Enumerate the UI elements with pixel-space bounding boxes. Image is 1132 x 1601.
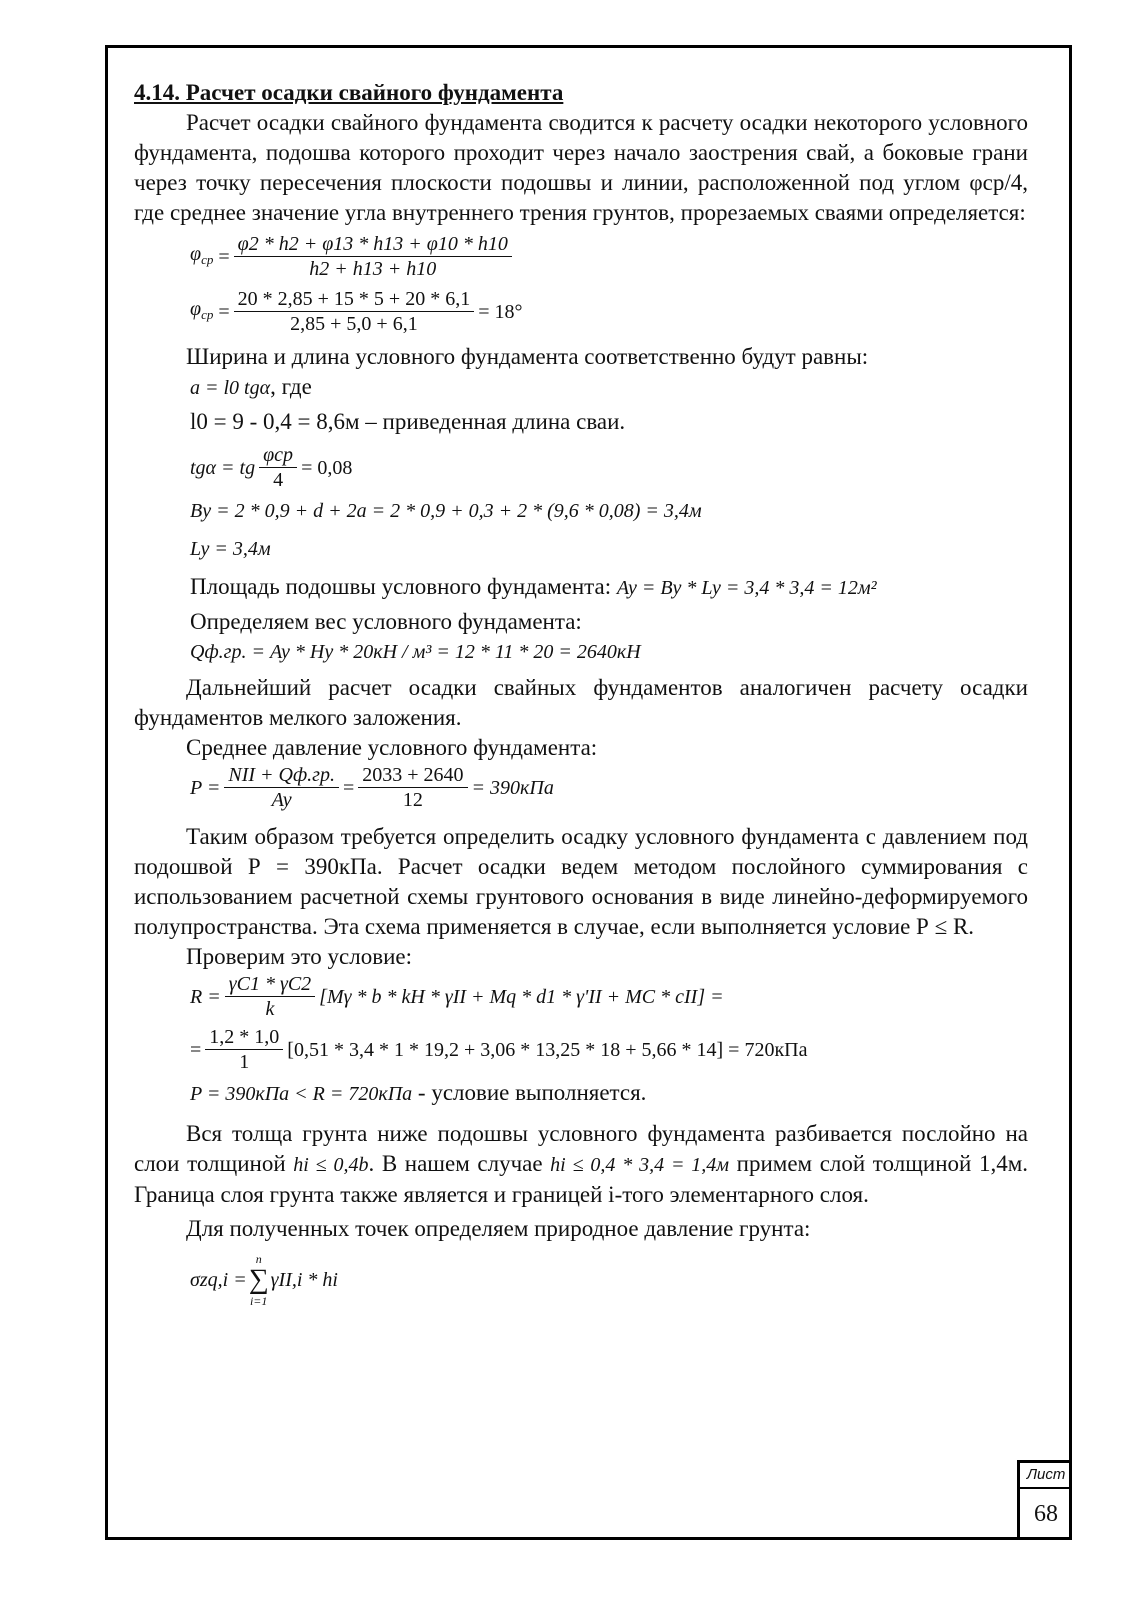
formula-a-tail: , где — [270, 374, 312, 399]
section-heading: 4.14. Расчет осадки свайного фундамента — [134, 80, 564, 105]
paragraph-area — [190, 572, 1028, 603]
formula-r2-tail: [0,51 * 3,4 * 1 * 19,2 + 3,06 * 13,25 * 18 + 5,66 * 14] = 720кПа — [287, 1038, 808, 1061]
formula-tg — [190, 443, 1028, 492]
formula-p-lhs: P = — [190, 776, 221, 799]
formula-ly: Ly = 3,4м — [190, 538, 271, 560]
formula-weight: Qф.гр. = Ay * Hy * 20кН / м³ = 12 * 11 * 20 = 2640кН — [190, 641, 641, 663]
formula-phi-general: $\varphi_{ср}$ = $\frac{\varphi 2 * h2 + \varphi 13 * h13 + \varphi 10 * h10}{h2 + h13 + h10}$ — [190, 232, 1028, 281]
fraction-denominator: h2 + h13 + h10 — [309, 258, 437, 280]
paragraph-width-length: Ширина и длина условного фундамента соответственно будут равны: — [186, 344, 869, 369]
page-number: 68 — [1034, 1501, 1058, 1527]
paragraph-thus: Таким образом требуется определить осадку условного фундамента с давлением под подошвой Р = 390кПа. Расчет осадки ведем методом послойного суммирования с использованием расчетной схемы грунтового основания в виде линейно-деформируемого полупространства. Эта схема применяется в случае, если выполняется условие Р ≤ R. — [134, 824, 1028, 939]
formula-result: = 18° — [478, 300, 523, 323]
paragraph-l0: l0 = 9 - 0,4 = 8,6м – приведенная длина сваи. — [190, 409, 626, 434]
sheet-stamp — [1017, 1460, 1072, 1540]
paragraph-layers: Вся толща грунта ниже подошвы условного фундамента разбивается послойно на слои толщиной hi ≤ 0,4b. В нашем случае hi ≤ 0,4 * 3,4 = 1,4м примем слой толщиной 1,4м. Граница слоя грунта также является и границей i-того элементарного слоя. — [134, 1121, 1029, 1207]
fraction-denominator: 4 — [273, 469, 284, 491]
formula-a: a = l0 tgα — [190, 377, 271, 399]
formula-r-numeric: = $\frac{1,2 * 1,0}{1}$ [0,51 * 3,4 * 1 * 19,2 + 3,06 * 13,25 * 18 + 5,66 * 14] = 720кПа — [190, 1026, 808, 1073]
document-body — [134, 78, 1028, 1308]
fraction-denominator: Ay — [271, 789, 292, 811]
fraction-numerator: 2033 + 2640 — [358, 763, 467, 788]
sum-upper: n — [255, 1252, 262, 1266]
fraction-numerator: NII + Qф.гр. — [224, 763, 339, 788]
fraction — [225, 972, 315, 1021]
formula-r-lhs: R = — [190, 985, 221, 1008]
fraction-denominator: k — [265, 998, 275, 1020]
formula-r-general — [190, 972, 1028, 1021]
paragraph-further: Дальнейший расчет осадки свайных фундаментов аналогичен расчету осадки фундаментов мелкого заложения. — [134, 675, 1028, 730]
fraction-numerator: 1,2 * 1,0 — [205, 1025, 283, 1050]
formula-pressure: P = $\frac{\text{NII + Qф.гр.}}{Ay}$ = $\frac{2033 + 2640}{12}$ = 390кПа — [190, 764, 554, 811]
formula-hi-numeric: hi ≤ 0,4 * 3,4 = 1,4м — [550, 1154, 730, 1176]
fraction-denominator: 12 — [402, 789, 423, 811]
fraction-denominator: 1 — [239, 1051, 250, 1073]
paragraph-condition — [190, 1078, 1028, 1109]
sheet-label: Лист — [1020, 1463, 1072, 1489]
formula-a-line — [190, 372, 1028, 403]
formula-hi: hi ≤ 0,4b — [293, 1154, 369, 1176]
formula-sigma — [190, 1252, 1028, 1308]
formula-tg-lhs: tgα = tg — [190, 456, 256, 479]
fraction-numerator: 20 * 2,85 + 15 * 5 + 20 * 6,1 — [234, 287, 475, 312]
summation — [249, 1252, 269, 1308]
formula-result: = 0,08 — [301, 456, 353, 479]
fraction — [234, 287, 475, 336]
fraction — [259, 443, 297, 492]
fraction — [358, 763, 467, 812]
paragraph-intro: Расчет осадки свайного фундамента сводится к расчету осадки некоторого условного фундамента, подошва которого проходит через начало заострения свай, а боковые грани через точку пересечения плоскости подошвы и линии, расположенной под углом φср/4, где среднее значение угла внутреннего трения грунтов, прорезаемых сваями определяется: — [134, 110, 1028, 225]
fraction — [205, 1025, 283, 1074]
fraction-denominator: 2,85 + 5,0 + 6,1 — [290, 313, 418, 335]
condition-tail: - условие выполняется. — [412, 1080, 647, 1105]
sum-sign: ∑ — [248, 1264, 269, 1295]
fraction — [234, 232, 512, 281]
fraction — [224, 763, 339, 812]
paragraph-avg-pressure: Среднее давление условного фундамента: — [186, 735, 598, 760]
formula-sigma-rhs: γII,i * hi — [270, 1269, 338, 1291]
fraction-numerator: φ2 * h2 + φ13 * h13 + φ10 * h10 — [234, 232, 512, 257]
fraction-numerator: γC1 * γC2 — [225, 972, 315, 997]
paragraph-natural-pressure: Для полученных точек определяем природное давление грунта: — [186, 1216, 811, 1241]
formula-condition: P = 390кПа < R = 720кПа — [190, 1083, 413, 1105]
sum-lower: i=1 — [249, 1294, 268, 1308]
area-label: Площадь подошвы условного фундамента: — [190, 574, 612, 599]
formula-result: = 390кПа — [471, 776, 554, 799]
formula-sigma-lhs: σzq,i = — [190, 1269, 247, 1291]
formula-phi-numeric: $\varphi_{ср}$ = $\frac{20 * 2,85 + 15 * 5 + 20 * 6,1}{2,85 + 5,0 + 6,1}$ = 18° — [190, 288, 523, 335]
fraction-numerator: φср — [259, 443, 297, 468]
formula-by: By = 2 * 0,9 + d + 2a = 2 * 0,9 + 0,3 + 2 * (9,6 * 0,08) = 3,4м — [190, 500, 702, 522]
formula-r-tail: [Mγ * b * kH * γII + Mq * d1 * γ'II + MC * cII] = — [319, 985, 724, 1008]
formula-area: Ay = By * Ly = 3,4 * 3,4 = 12м² — [616, 577, 877, 599]
paragraph-weight: Определяем вес условного фундамента: — [190, 609, 582, 634]
paragraph-check: Проверим это условие: — [186, 944, 412, 969]
